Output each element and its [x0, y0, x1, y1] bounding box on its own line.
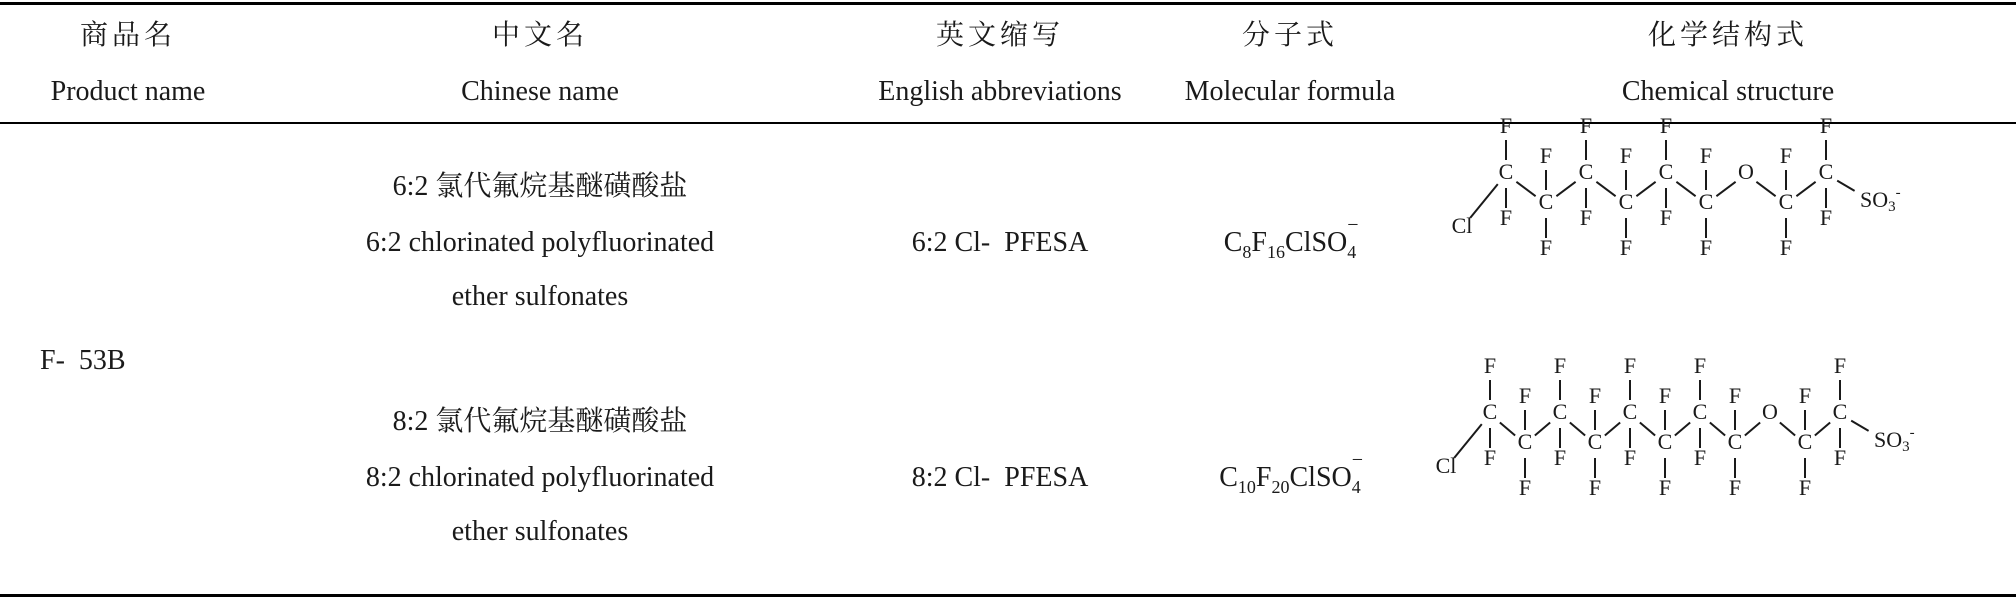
header-structure-en: Chemical structure [1621, 76, 1835, 107]
row1-chinese-name: 6:2 氯代氟烷基醚磺酸盐 [392, 171, 688, 202]
carbon-atom: C [1618, 189, 1634, 215]
bond-line [1454, 424, 1482, 458]
row1-english-name-line1: 6:2 chlorinated polyfluorinated [365, 227, 715, 258]
bond-line [1676, 182, 1695, 196]
header-product-name-zh: 商品名 [79, 20, 176, 51]
table-header-rule [0, 122, 2016, 124]
fluorine-atom: F [1658, 475, 1672, 501]
header-chinese-name-zh: 中文名 [491, 20, 588, 51]
fluorine-atom: F [1699, 235, 1713, 261]
bond-line [1851, 421, 1868, 431]
bond-line [1596, 182, 1615, 196]
header-product-name-en: Product name [50, 76, 206, 107]
fluorine-atom: F [1619, 143, 1633, 169]
fluorine-atom: F [1659, 113, 1673, 139]
fluorine-atom: F [1728, 475, 1742, 501]
fluorine-atom: F [1779, 143, 1793, 169]
bond-line [1516, 182, 1535, 196]
fluorine-atom: F [1518, 383, 1532, 409]
bond-line [1500, 422, 1515, 435]
fluorine-atom: F [1588, 383, 1602, 409]
bond-line [1605, 422, 1620, 435]
bond-line [1710, 422, 1725, 435]
product-name-cell: F- 53B [40, 345, 126, 376]
row2-chemical-structure [1420, 353, 2016, 590]
row2-english-name-line2: ether sulfonates [451, 516, 629, 547]
header-structure-zh: 化学结构式 [1647, 20, 1808, 51]
carbon-atom: C [1517, 429, 1533, 455]
chlorine-atom: Cl [1435, 453, 1457, 479]
chlorine-atom: Cl [1451, 213, 1473, 239]
fluorine-atom: F [1659, 205, 1673, 231]
fluorine-atom: F [1499, 205, 1513, 231]
fluorine-atom: F [1619, 235, 1633, 261]
fluorine-atom: F [1779, 235, 1793, 261]
fluorine-atom: F [1553, 445, 1567, 471]
bond-line [1675, 422, 1690, 435]
carbon-atom: C [1692, 399, 1708, 425]
row1-molecular-formula: $C_8F_{16}ClSO_4$ − [1223, 214, 1359, 262]
fluorine-atom: F [1499, 113, 1513, 139]
carbon-atom: C [1482, 399, 1498, 425]
sulfonate-charge: - [1895, 185, 1901, 202]
bond-line [1780, 422, 1795, 435]
carbon-atom: C [1587, 429, 1603, 455]
carbon-atom: C [1578, 159, 1594, 185]
sulfonate-group: $SO_3^-$ [1874, 425, 1915, 456]
header-formula-en: Molecular formula [1184, 76, 1396, 107]
fluorine-atom: F [1798, 383, 1812, 409]
fluorine-atom: F [1539, 143, 1553, 169]
bond-line [1570, 422, 1585, 435]
carbon-atom: C [1657, 429, 1673, 455]
header-abbreviation-en: English abbreviations [878, 76, 1122, 107]
fluorine-atom: F [1693, 353, 1707, 379]
fluorine-atom: F [1819, 205, 1833, 231]
carbon-atom: C [1797, 429, 1813, 455]
fluorine-atom: F [1579, 113, 1593, 139]
fluorine-atom: F [1658, 383, 1672, 409]
table-bottom-rule [0, 594, 2016, 597]
bond-line [1815, 422, 1830, 435]
fluorine-atom: F [1833, 353, 1847, 379]
carbon-atom: C [1622, 399, 1638, 425]
row2-chinese-name: 8:2 氯代氟烷基醚磺酸盐 [392, 406, 688, 437]
carbon-atom: C [1498, 159, 1514, 185]
fluorine-atom: F [1798, 475, 1812, 501]
row2-abbreviation: 8:2 Cl- PFESA [911, 462, 1089, 493]
bond-line [1636, 182, 1655, 196]
bond-line [1535, 422, 1550, 435]
oxygen-atom: O [1762, 399, 1778, 425]
sulfonate-subscript: 3 [1902, 439, 1910, 456]
fluorine-atom: F [1588, 475, 1602, 501]
fluorine-atom: F [1623, 353, 1637, 379]
bond-line [1640, 422, 1655, 435]
header-chinese-name-en: Chinese name [461, 76, 619, 107]
header-formula-zh: 分子式 [1241, 20, 1338, 51]
fluorine-atom: F [1623, 445, 1637, 471]
row1-abbreviation: 6:2 Cl- PFESA [911, 227, 1089, 258]
oxygen-atom: O [1738, 159, 1754, 185]
bond-line [1745, 422, 1760, 435]
bond-line [1470, 184, 1498, 218]
fluorine-atom: F [1539, 235, 1553, 261]
carbon-atom: C [1778, 189, 1794, 215]
carbon-atom: C [1698, 189, 1714, 215]
fluorine-atom: F [1728, 383, 1742, 409]
row2-english-name-line1: 8:2 chlorinated polyfluorinated [365, 462, 715, 493]
fluorine-atom: F [1699, 143, 1713, 169]
table-top-rule [0, 2, 2016, 5]
row1-english-name-line2: ether sulfonates [451, 281, 629, 312]
bond-line [1756, 182, 1775, 196]
row1-chemical-structure [1420, 113, 2016, 350]
fluorine-atom: F [1693, 445, 1707, 471]
sulfonate-group: $SO_3^-$ [1860, 185, 1901, 216]
carbon-atom: C [1832, 399, 1848, 425]
bond-line [1796, 182, 1815, 196]
bond-line [1837, 181, 1854, 191]
carbon-atom: C [1658, 159, 1674, 185]
carbon-atom: C [1552, 399, 1568, 425]
fluorine-atom: F [1833, 445, 1847, 471]
header-abbreviation-zh: 英文缩写 [935, 20, 1064, 51]
bond-line [1716, 182, 1735, 196]
sulfonate-subscript: 3 [1888, 199, 1896, 216]
fluorine-atom: F [1579, 205, 1593, 231]
fluorine-atom: F [1553, 353, 1567, 379]
row2-molecular-formula: $C_{10}F_{20}ClSO_4$ − [1219, 449, 1364, 497]
sulfonate-charge: - [1909, 425, 1915, 442]
carbon-atom: C [1538, 189, 1554, 215]
fluorine-atom: F [1483, 353, 1497, 379]
carbon-atom: C [1818, 159, 1834, 185]
fluorine-atom: F [1518, 475, 1532, 501]
carbon-atom: C [1727, 429, 1743, 455]
fluorine-atom: F [1483, 445, 1497, 471]
fluorine-atom: F [1819, 113, 1833, 139]
bond-line [1556, 182, 1575, 196]
